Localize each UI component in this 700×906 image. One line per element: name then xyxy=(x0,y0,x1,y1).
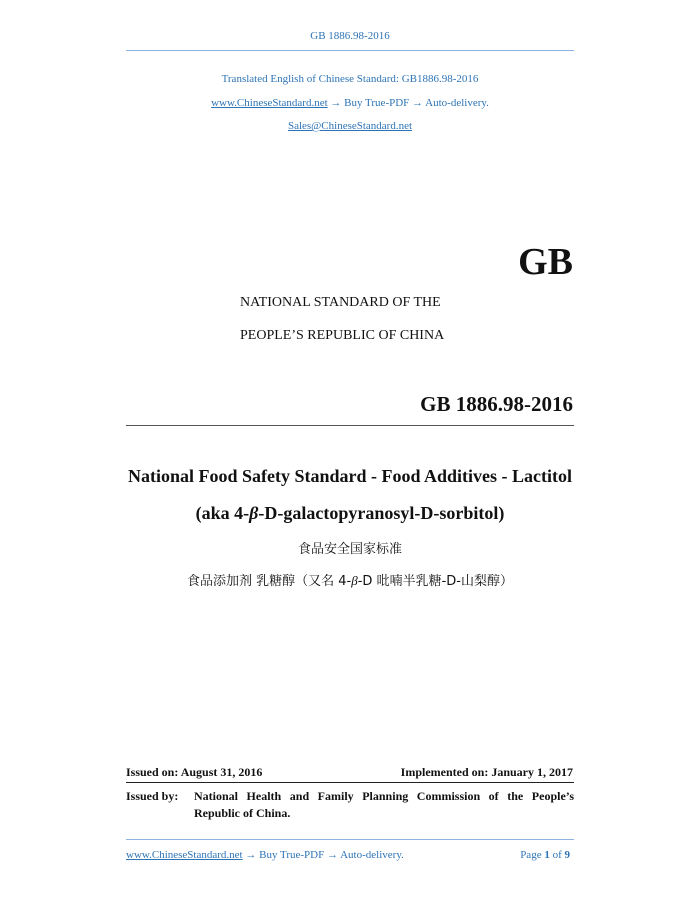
footer-left xyxy=(126,849,404,861)
footer-rule xyxy=(126,839,574,840)
standard-number: GB 1886.98-2016 xyxy=(420,392,573,416)
footer-site-link[interactable]: www.ChineseStandard.net xyxy=(126,849,243,861)
page-label: Page xyxy=(520,849,542,861)
issued-on: Issued on: August 31, 2016 xyxy=(126,765,263,779)
page-current: 1 xyxy=(544,849,550,861)
title-line-1: National Food Safety Standard - Food Additives - Lactitol xyxy=(127,466,573,486)
cn-title-line-1: 食品安全国家标准 xyxy=(297,542,402,557)
page-total: 9 xyxy=(564,849,570,861)
header-rule xyxy=(126,50,574,51)
issued-by-line-1: National Health and Family Planning Commission of the People’s xyxy=(194,789,574,803)
banner-line1: Translated English of Chinese Standard: GB1886.98-2016 xyxy=(221,73,479,85)
email-link[interactable]: Sales@ChineseStandard.net xyxy=(287,120,413,132)
title-line-2-suffix: -D-galactopyranosyl-D-sorbitol) xyxy=(258,503,505,523)
title-line-2-prefix: (aka 4- xyxy=(195,503,250,523)
banner-buy-text: → Buy True-PDF → Auto-delivery. xyxy=(327,97,489,109)
page-indicator xyxy=(520,849,570,861)
cn-line-2-prefix: 食品添加剂 乳糖醇（又名 4- xyxy=(187,574,352,589)
title-line-2 xyxy=(0,503,700,524)
cn-line-2-suffix: -D 吡喃半乳糖-D-山梨醇） xyxy=(357,574,513,589)
title-beta-symbol: β xyxy=(249,503,259,523)
site-link[interactable]: www.ChineseStandard.net xyxy=(211,97,328,109)
cn-title-line-2 xyxy=(0,570,700,589)
banner-email-line xyxy=(0,120,700,132)
national-line-1: NATIONAL STANDARD OF THE xyxy=(240,295,441,310)
standard-rule xyxy=(126,425,574,426)
national-line-2: PEOPLE’S REPUBLIC OF CHINA xyxy=(240,328,445,343)
issued-by-label: Issued by: xyxy=(126,789,179,803)
issued-by-block xyxy=(126,789,574,821)
page-of: of xyxy=(552,849,562,861)
issue-rule xyxy=(126,782,574,783)
issued-by-line-2: Republic of China. xyxy=(194,806,291,820)
banner-line2 xyxy=(0,97,700,109)
implemented-on: Implemented on: January 1, 2017 xyxy=(400,765,573,779)
footer-buy-text: → Buy True-PDF → Auto-delivery. xyxy=(242,849,404,861)
cn-beta-symbol: β xyxy=(351,573,358,588)
header-doc-id: GB 1886.98-2016 xyxy=(310,30,390,42)
gb-mark: GB xyxy=(518,241,573,283)
